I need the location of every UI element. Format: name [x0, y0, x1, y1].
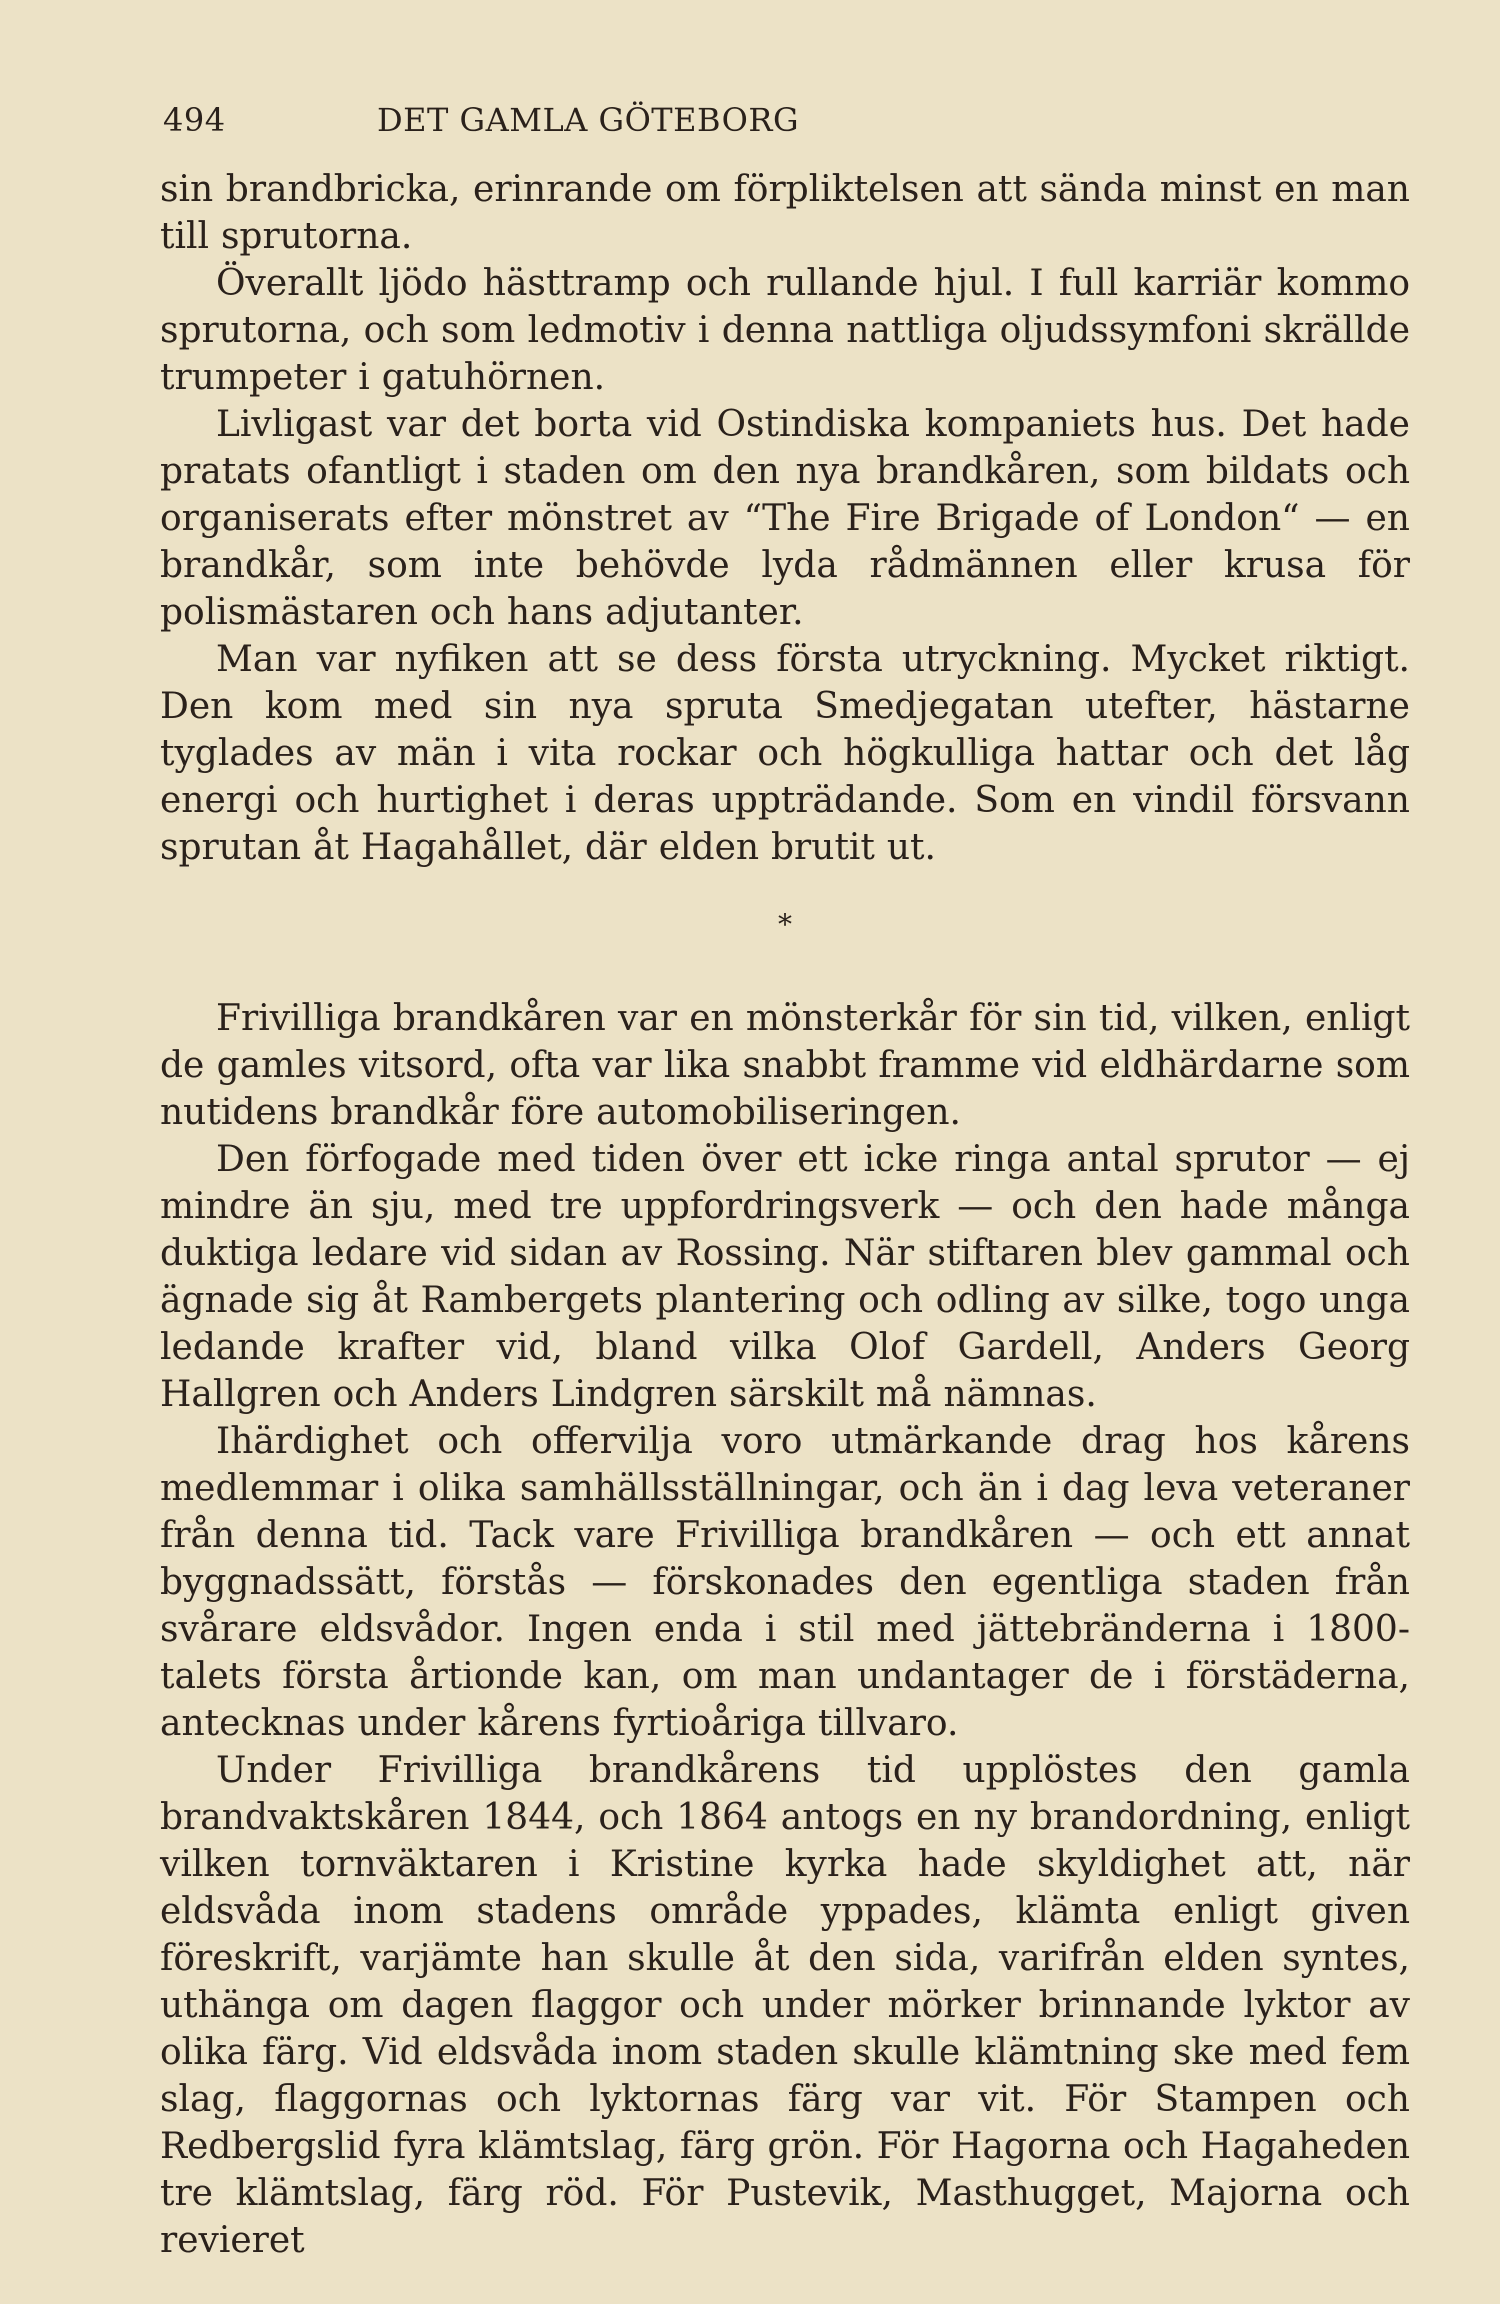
- paragraph: Den förfogade med tiden över ett icke ringa antal sprutor — ej mindre än sju, med tre uppfordringsverk — och den hade många duktiga ledare vid sidan av Rossing. När stiftaren blev gammal och ägnade sig åt Rambergets plantering och odling av silke, togo unga ledande krafter vid, bland vilka Olof Gardell, Anders Georg Hallgren och Anders Lindgren särskilt må nämnas.: [160, 1139, 1410, 1415]
- paragraph: Under Frivilliga brandkårens tid upplöstes den gamla brandvaktskåren 1844, och 1864 antogs en ny brandordning, enligt vilken tornväktaren i Kristine kyrka hade skyldighet att, när eldsvåda inom stadens område yppades, klämta enligt given föreskrift, varjämte han skulle åt den sida, varifrån elden syntes, uthänga om dagen flaggor och under mörker brinnande lyktor av olika färg. Vid eldsvåda inom staden skulle klämtning ske med fem slag, flaggornas och lyktornas färg var vit. För Stampen och Redbergslid fyra klämtslag, färg grön. För Hagorna och Hagaheden tre klämtslag, färg röd. För Pustevik, Masthugget, Majorna och revieret: [160, 1750, 1410, 2261]
- running-title: DET GAMLA GÖTEBORG: [377, 101, 799, 139]
- section-separator: *: [778, 908, 792, 941]
- paragraph: Överallt ljödo hästtramp och rullande hjul. I full karriär kommo sprutorna, och som ledmotiv i denna nattliga oljudssymfoni skrällde trumpeter i gatuhörnen.: [160, 263, 1410, 398]
- paragraph: sin brandbricka, erinrande om förpliktelsen att sända minst en man till sprutorna.: [160, 169, 1410, 257]
- paragraph: Livligast var det borta vid Ostindiska kompaniets hus. Det hade pratats ofantligt i staden om den nya brandkåren, som bildats och organiserats efter mönstret av “The Fire Brigade of London“ — en brandkår, som inte behövde lyda rådmännen eller krusa för polismästaren och hans adjutanter.: [160, 404, 1410, 633]
- paragraph: Man var nyfiken att se dess första utryckning. Mycket riktigt. Den kom med sin nya spruta Smedjegatan utefter, hästarne tyglades av män i vita rockar och högkulliga hattar och det låg energi och hurtighet i deras uppträdande. Som en vindil försvann sprutan åt Hagahållet, där elden brutit ut.: [160, 639, 1410, 868]
- paragraph: Ihärdighet och offervilja voro utmärkande drag hos kårens medlemmar i olika samhällsställningar, och än i dag leva veteraner från denna tid. Tack vare Frivilliga brandkåren — och ett annat byggnadssätt, förstås — förskonades den egentliga staden från svårare eldsvådor. Ingen enda i stil med jättebränderna i 1800-talets första årtionde kan, om man undantager de i förstäderna, antecknas under kårens fyrtioåriga tillvaro.: [160, 1421, 1410, 1744]
- paragraph: Frivilliga brandkåren var en mönsterkår för sin tid, vilken, enligt de gamles vitsord, ofta var lika snabbt framme vid eldhärdarne som nutidens brandkår före automobiliseringen.: [160, 998, 1410, 1133]
- body-text: [160, 166, 1410, 2264]
- page-header: [163, 96, 1013, 144]
- page-number: 494: [163, 101, 226, 139]
